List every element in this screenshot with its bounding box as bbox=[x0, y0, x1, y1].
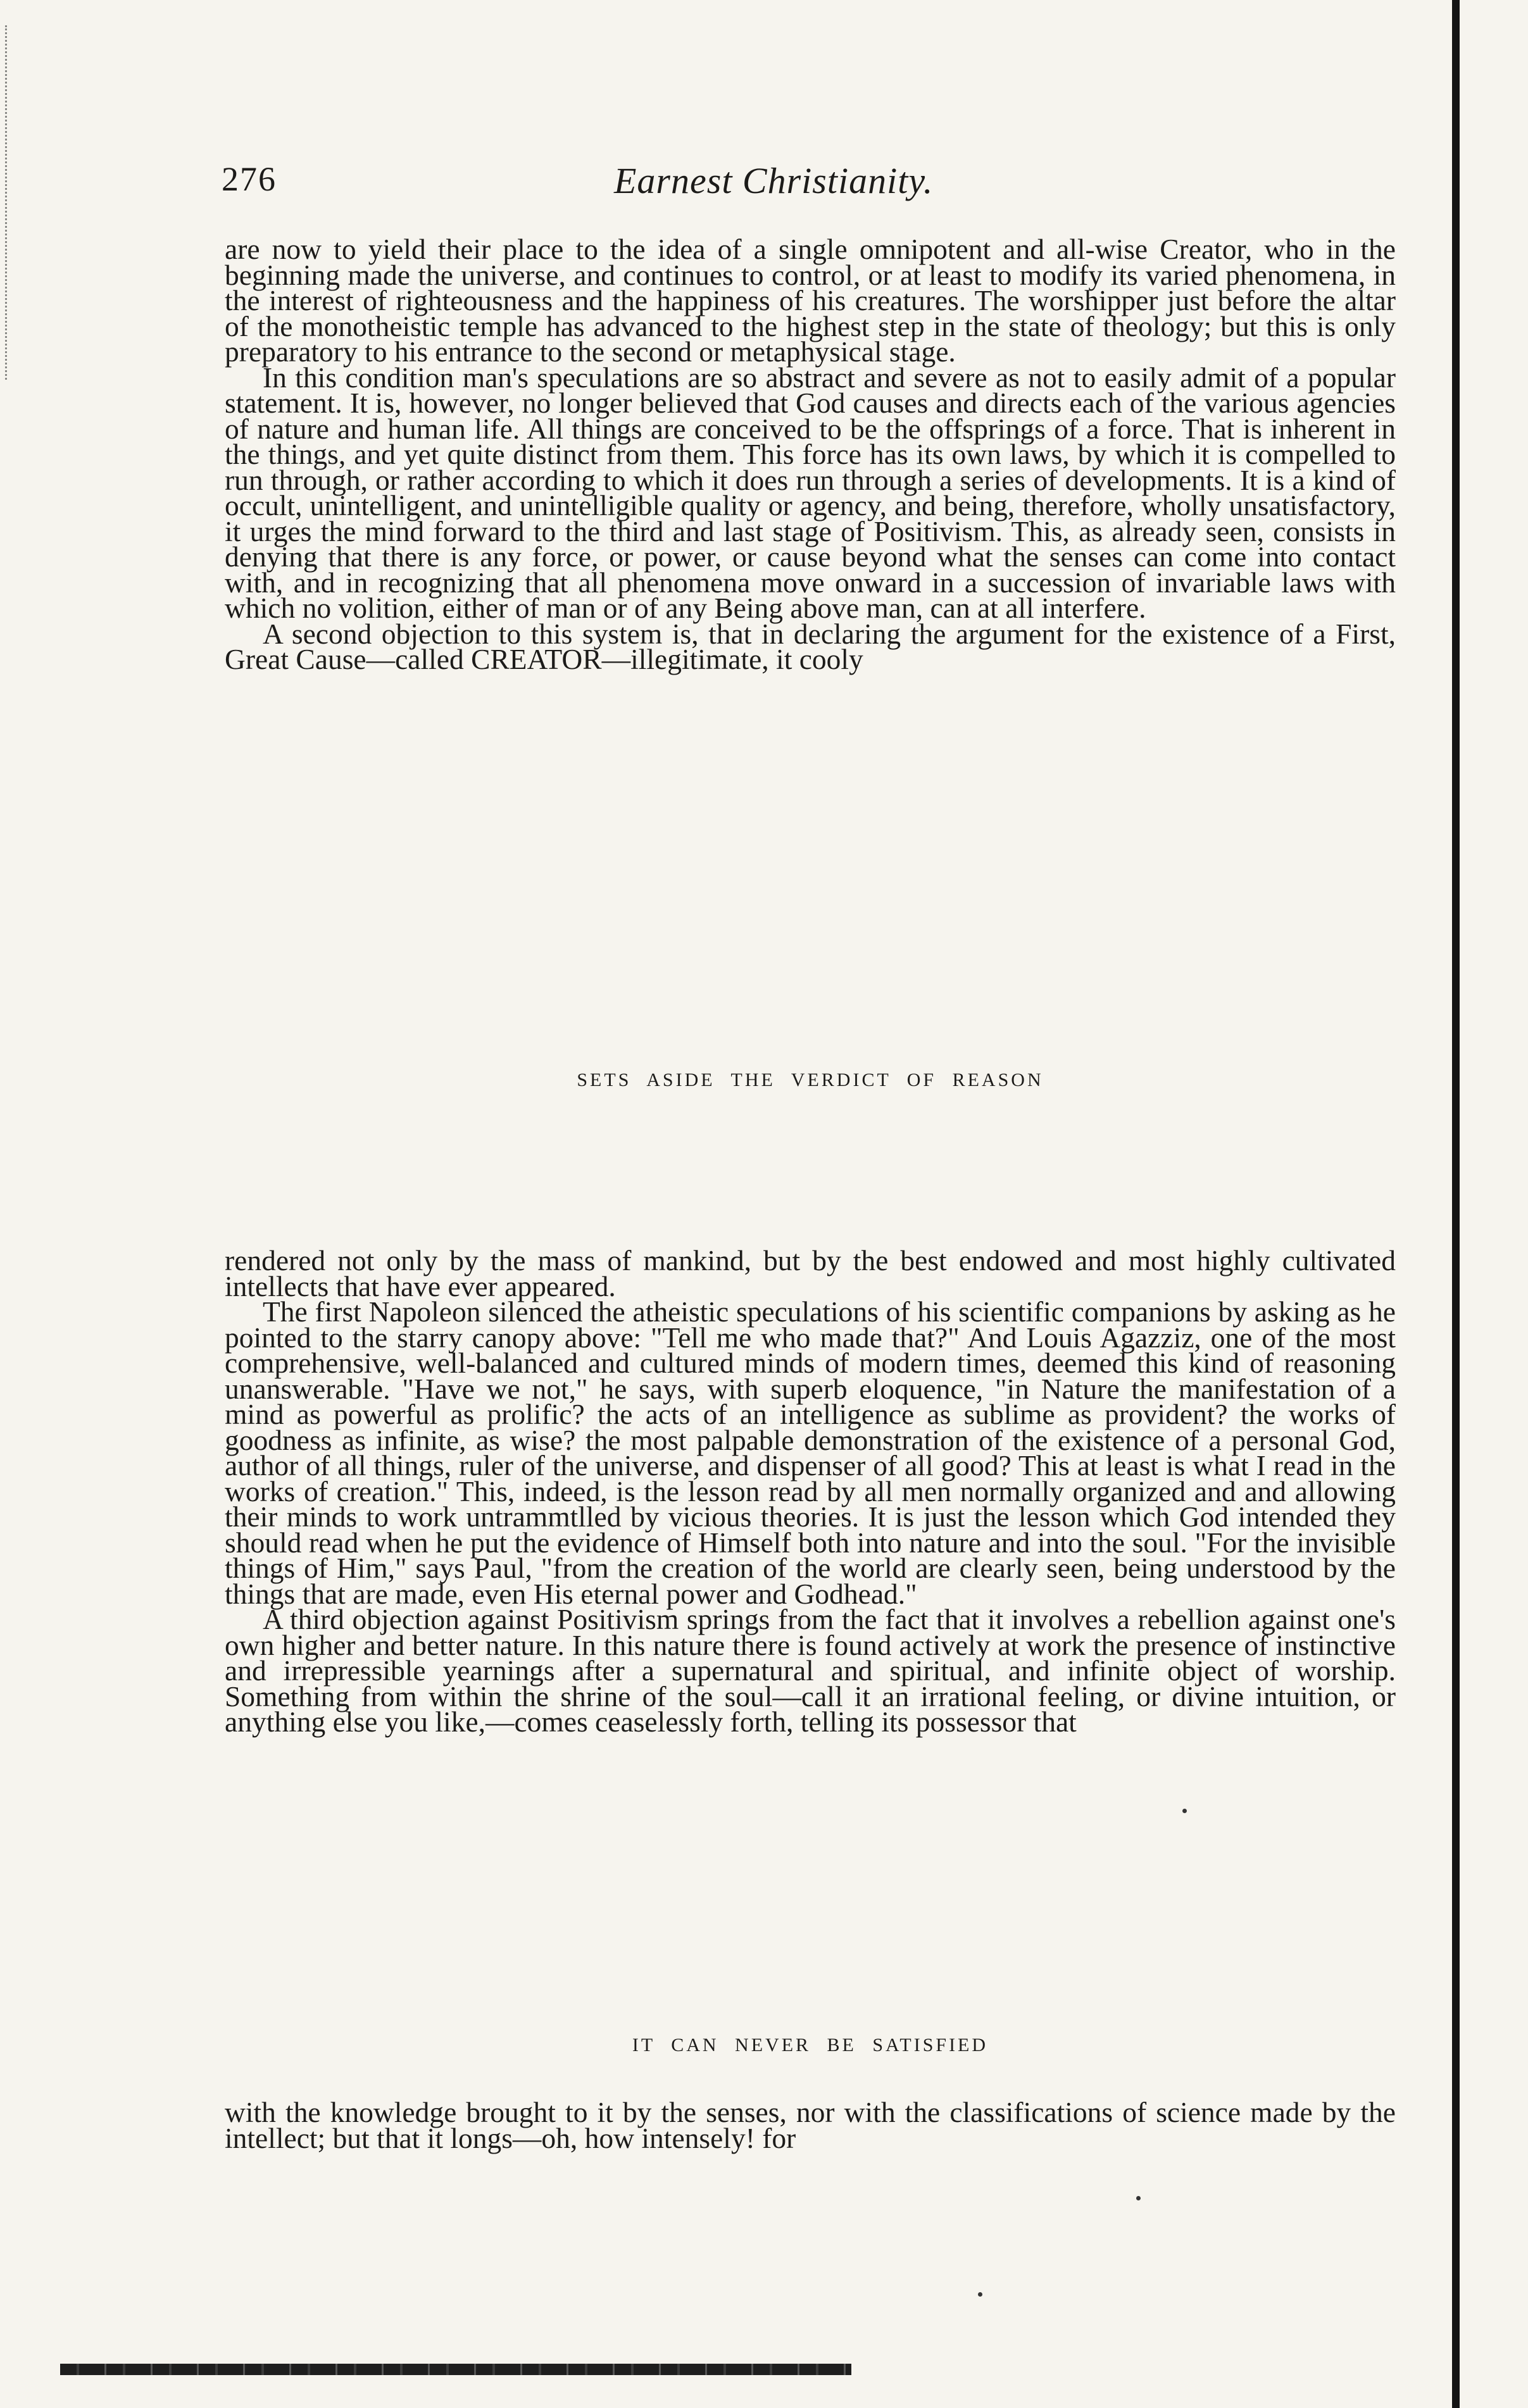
section-subheading: SETS ASIDE THE VERDICT OF REASON bbox=[577, 1070, 1044, 1090]
paragraph: A third objection against Positivism springs from the fact that it involves a rebellion against one's own higher and better nature. In this nature there is found actively at work the presence of instinctive and irrepressible yearnings after a supernatural and spiritual, and infinite object of worship. Something from within the shrine of the soul—call it an irrational feeling, or divine intuition, or anything else you like,—comes ceaselessly forth, telling its possessor that bbox=[225, 1603, 1396, 1738]
paragraph: rendered not only by the mass of mankind, but by the best endowed and most highly cultivated intellects that have ever appeared. bbox=[225, 1244, 1396, 1302]
page-header bbox=[222, 159, 1044, 210]
section-subheading: IT CAN NEVER BE SATISFIED bbox=[632, 2035, 989, 2056]
paragraph: are now to yield their place to the idea of a single omnipotent and all-wise Creator, who in the beginning made the universe, and continues to control, or at least to modify its varied phenomena, in the interest of righteousness and the happiness of his creatures. The worshipper just before the altar of the monotheistic temple has advanced to the highest step in the state of theology; but this is only preparatory to his entrance to the second or metaphysical stage. bbox=[225, 233, 1396, 368]
running-title: Earnest Christianity. bbox=[614, 160, 934, 201]
paragraph: A second objection to this system is, that in declaring the argument for the existence of a First, Great Cause—called CREATOR—illegitimate, it cooly bbox=[225, 617, 1396, 675]
scan-artifact-rule bbox=[60, 2364, 851, 2375]
margin-specks bbox=[5, 25, 22, 380]
text-block-3 bbox=[225, 2096, 1396, 2154]
ink-speck bbox=[1136, 2196, 1141, 2200]
paragraph: with the knowledge brought to it by the senses, nor with the classifications of science made by the intellect; but that it longs—oh, how intensely! for bbox=[225, 2096, 1396, 2154]
page-number: 276 bbox=[222, 160, 277, 198]
page-edge-shadow bbox=[1452, 0, 1460, 2408]
text-block-1 bbox=[225, 233, 1396, 675]
text-block-2 bbox=[225, 1244, 1396, 1738]
paragraph: The first Napoleon silenced the atheistic speculations of his scientific companions by asking as he pointed to the starry canopy above: "Tell me who made that?" And Louis Agazziz, one of the most comprehensive, well-balanced and cultured minds of modern times, deemed this kind of reasoning unanswerable. "Have we not," he says, with superb eloquence, "in Nature the manifestation of a mind as powerful as prolific? the acts of an intelligence as sublime as provident? the works of goodness as infinite, as wise? the most palpable demonstration of the existence of a personal God, author of all things, ruler of the universe, and dispenser of all good? This at least is what I read in the works of creation." This, indeed, is the lesson read by all men normally organized and and allowing their minds to work untrammtlled by vicious theories. It is just the lesson which God intended they should read when he put the evidence of Himself both into nature and into the soul. "For the invisible things of Him," says Paul, "from the creation of the world are clearly seen, being understood by the things that are made, even His eternal power and Godhead." bbox=[225, 1295, 1396, 1610]
ink-speck bbox=[978, 2292, 982, 2297]
paragraph: In this condition man's speculations are so abstract and severe as not to easily admit of a popular statement. It is, however, no longer believed that God causes and directs each of the various agencies of nature and human life. All things are conceived to be the offsprings of a force. That is inherent in the things, and yet quite distinct from them. This force has its own laws, by which it is compelled to run through, or rather according to which it does run through a series of developments. It is a kind of occult, unintelligent, and unintelligible quality or agency, and being, therefore, wholly unsatisfactory, it urges the mind forward to the third and last stage of Positivism. This, as already seen, consists in denying that there is any force, or power, or cause beyond what the senses can come into contact with, and in recognizing that all phenomena move onward in a succession of invariable laws with which no volition, either of man or of any Being above man, can at all interfere. bbox=[225, 361, 1396, 624]
ink-speck bbox=[1182, 1809, 1187, 1813]
